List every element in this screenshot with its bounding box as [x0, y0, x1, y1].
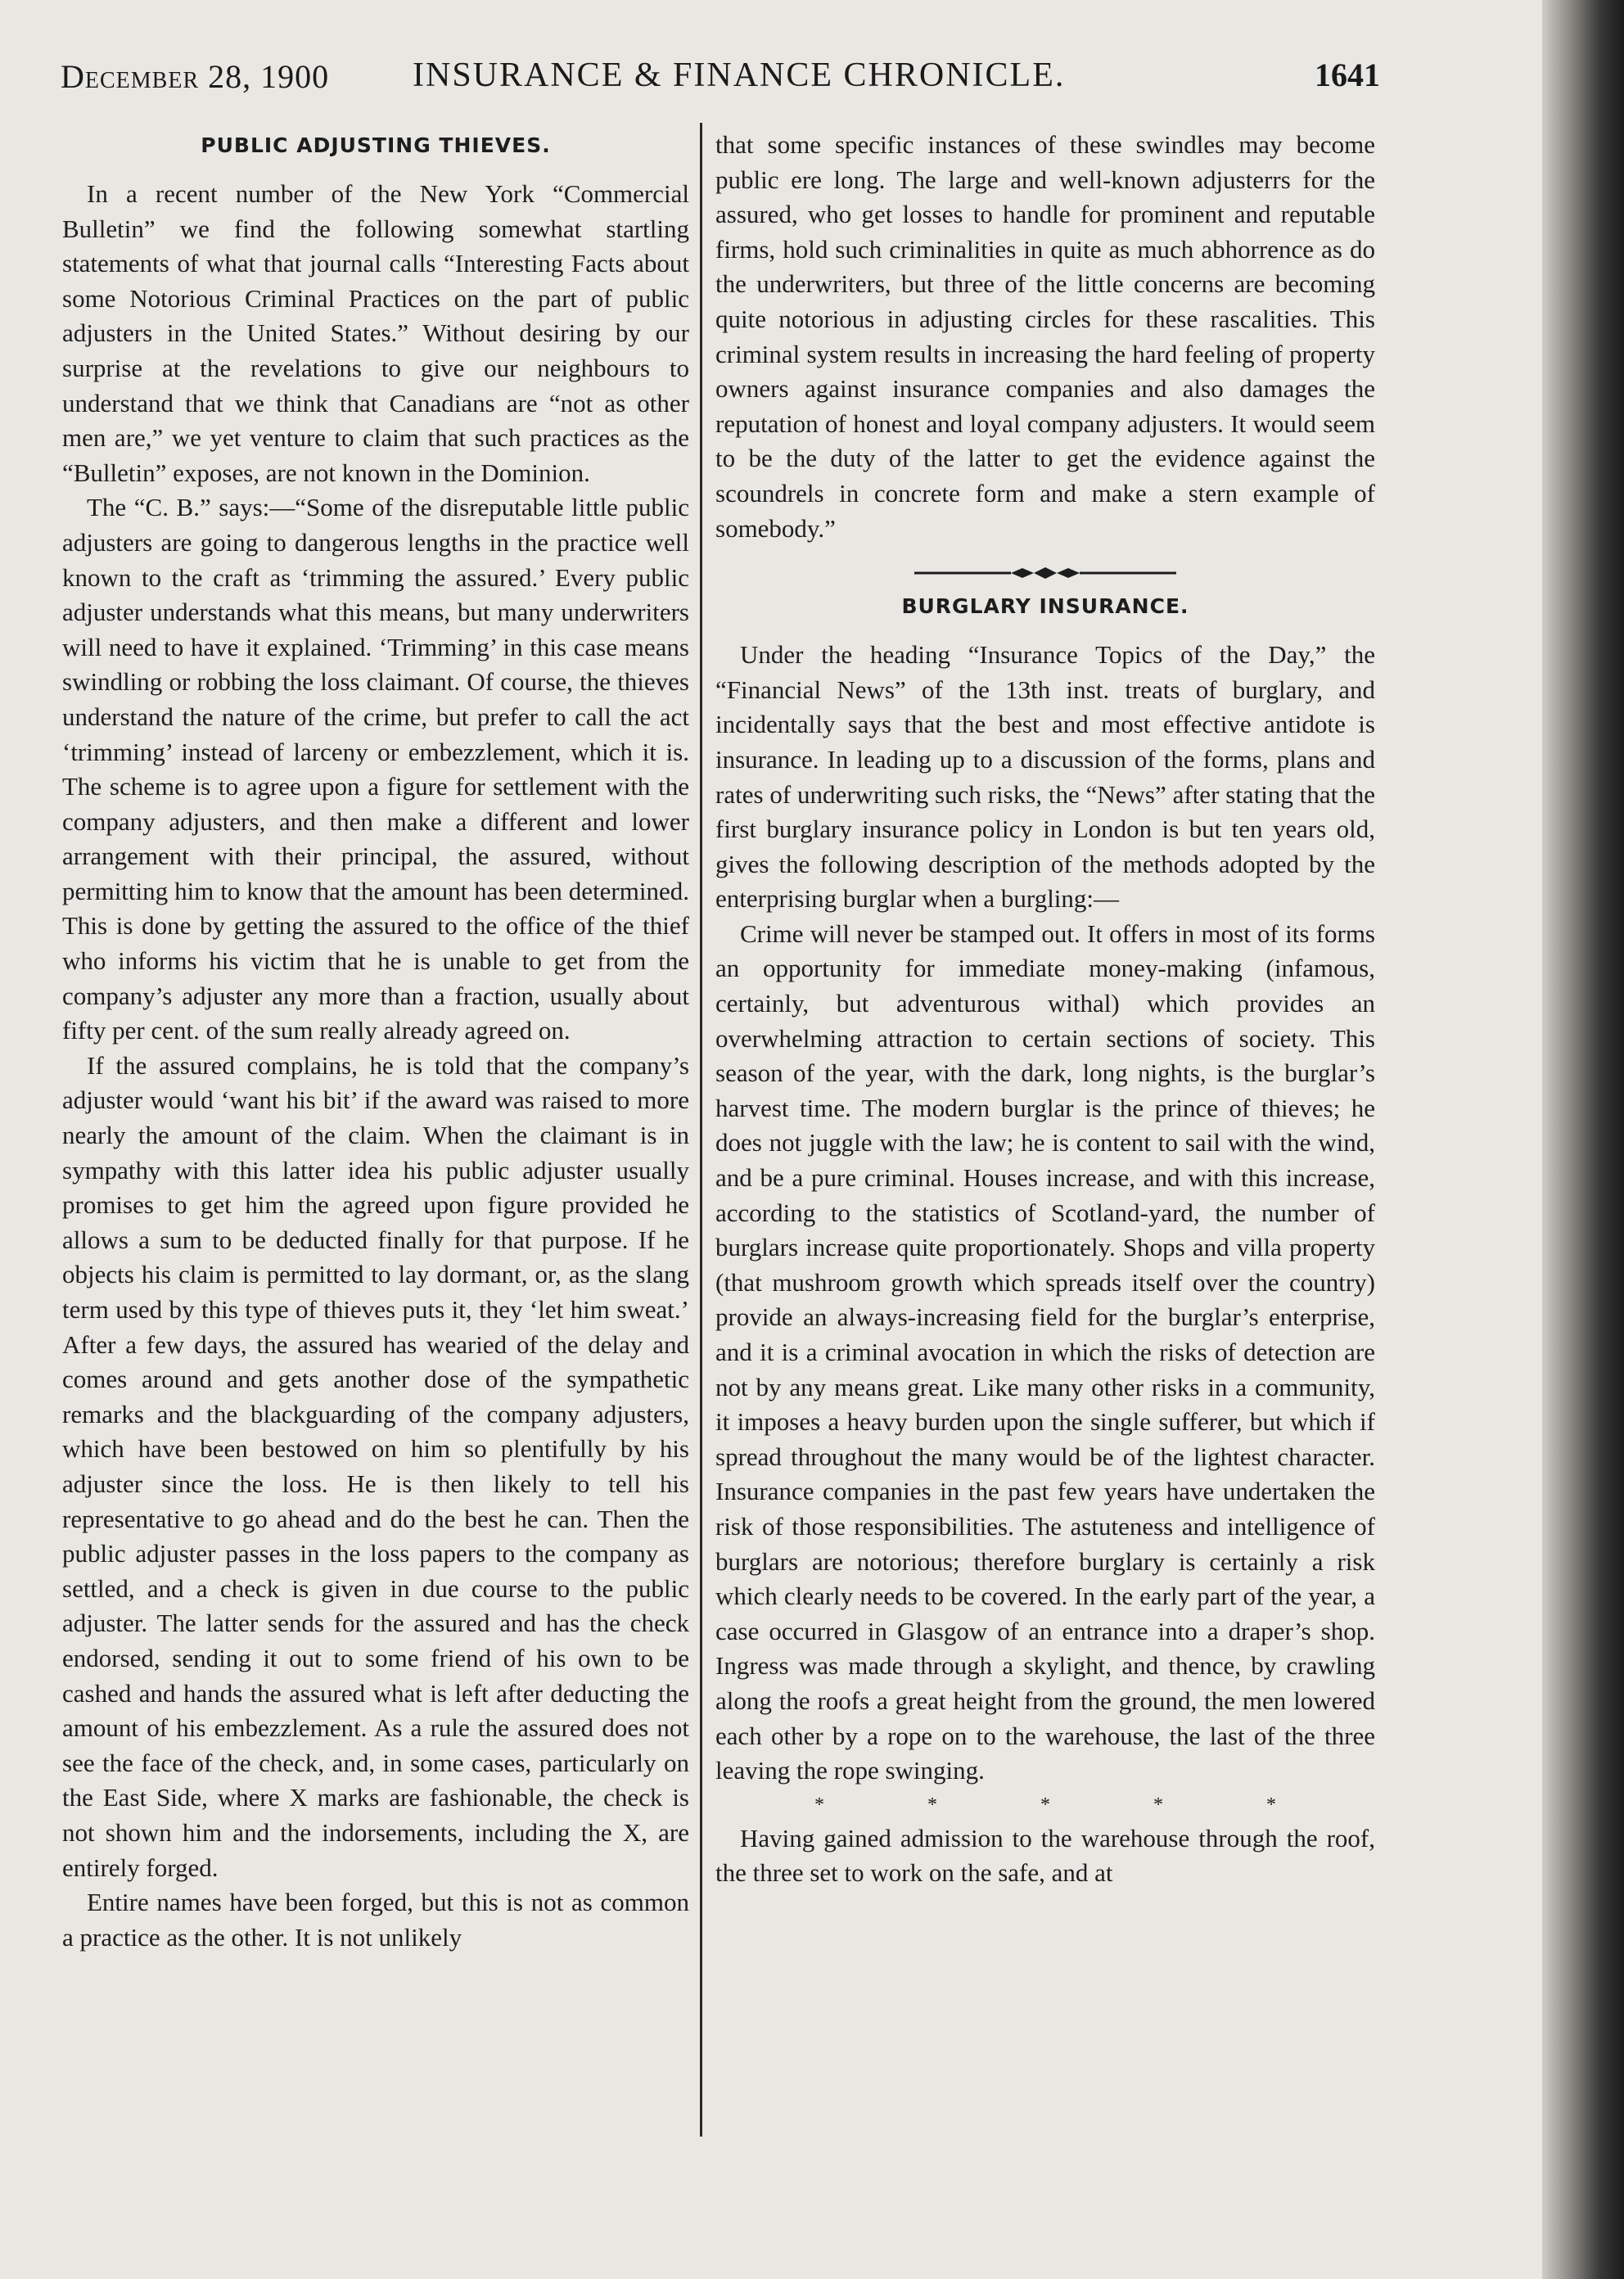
- article-heading-burglary-insurance: BURGLARY INSURANCE.: [901, 594, 1189, 619]
- article-paragraph: Entire names have been forged, but this is not as common a practice as the other. It is not unlikely: [62, 1888, 689, 1952]
- article-paragraph: The “C. B.” says:—“Some of the disreputable little public adjusters are going to dangerous lengths in the practice well known to the craft as ‘trimming the assured.’ Every public adjuster understands what this means, but many underwriters will need to have it explained. ‘Trimming’ in this case means swindling or robbing the loss claimant. Of course, the thieves understand the nature of the crime, but prefer to call the act ‘trimming’ instead of larceny or embezzlement, which it is. The scheme is to agree upon a figure for settlement with the company adjusters, and then make a different and lower arrangement with their principal, the assured, without permitting him to know that the amount has been determined. This is done by getting the assured to the office of the thief who informs his victim that he is unable to get from the company’s adjuster any more than a fraction, usually about fifty per cent. of the sum really already agreed on.: [62, 493, 689, 1045]
- issue-date: December 28, 1900: [61, 58, 330, 95]
- ornamental-divider: [914, 566, 1176, 580]
- article-paragraph: Crime will never be stamped out. It offers in most of its forms an opportunity for immediate money-making (infamous, certainly, but adventurous withal) which provides an overwhelming attraction to certain sections of society. This season of the year, with the dark, long nights, is the burglar’s harvest time. The modern burglar is the prince of thieves; he does not juggle with the law; he is content to sail with the wind, and be a pure criminal. Houses increase, and with this increase, according to the statistics of Scotland-yard, the number of burglars increase quite proportionately. Shops and villa property (that mushroom growth which spreads itself over the country) provide an always-increasing field for the burglar’s enterprise, and it is a criminal avocation in which the risks of detection are not by any means great. Like many other risks in a community, it imposes a heavy burden upon the single sufferer, but which if spread throughout the many would be of the lightest character. Insurance companies in the past few years have undertaken the risk of those responsibilities. The astuteness and intelligence of burglars are notorious; therefore burglary is certainly a risk which clearly needs to be covered. In the early part of the year, a case occurred in Glasgow of an entrance into a draper’s shop. Ingress was made through a skylight, and thence, by crawling along the roofs a great height from the ground, the men lowered each other by a rope on to the warehouse, the last of the three leaving the rope swinging.: [715, 918, 1375, 1785]
- article-paragraph: In a recent number of the New York “Commercial Bulletin” we find the following somewhat startling statements of what that journal calls “Interesting Facts about some Notorious Criminal Practices on the part of public adjusters in the United States.” Without desiring by our surprise at the revelations to give our neighbours to understand that we think that Canadians are “not as other men are,” we yet venture to claim that such practices as the “Bulletin” exposes, are not known in the Dominion.: [62, 179, 689, 487]
- article-paragraph: Having gained admission to the warehouse through the roof, the three set to work on the safe, and at: [715, 1823, 1375, 1888]
- article-paragraph: Under the heading “Insurance Topics of the Day,” the “Financial News” of the 13th inst. treats of burglary, and incidentally says that the best and most effective antidote is insurance. In leading up to a discussion of the forms, plans and rates of underwriting such risks, the “News” after stating that the first burglary insurance policy in London is but ten years old, gives the following description of the methods adopted by the enterprising burglar when a burgling:—: [715, 640, 1375, 914]
- article-heading-public-adjusting: PUBLIC ADJUSTING THIEVES.: [201, 133, 551, 157]
- section-separator-stars: * * * * *: [814, 1794, 1325, 1816]
- right-column: [715, 128, 1375, 1891]
- left-column: [62, 131, 689, 1955]
- column-rule: [700, 123, 702, 2137]
- article-continuation: that some specific instances of these swindles may become public ere long. The large and well-known adjusterrs for the assured, who get losses to handle for prominent and reputable firms, hold such criminalities in quite as much abhorrence as do the underwriters, but three of the little concerns are becoming quite notorious in adjusting circles for these rascalities. This criminal system results in increasing the hard feeling of property owners against insurance companies and also damages the reputation of honest and loyal company adjusters. It would seem to be the duty of the latter to get the evidence against the scoundrels in concrete form and make a stern example of somebody.”: [715, 130, 1375, 543]
- article-paragraph: If the assured complains, he is told that the company’s adjuster would ‘want his bit’ if the award was raised to more nearly the amount of the claim. When the claimant is in sympathy with this latter idea his public adjuster usually promises to get him the agreed upon figure provided he allows a sum to be deducted finally for that purpose. If he objects his claim is permitted to lay dormant, or, as the slang term used by this type of thieves puts it, they ‘let him sweat.’ After a few days, the assured has wearied of the delay and comes around and gets another dose of the sympathetic remarks and the blackguarding of the company adjusters, which have been bestowed on him so plentifully by his adjuster since the loss. He is then likely to tell his representative to go ahead and do the best he can. Then the public adjuster passes in the loss papers to the company as settled, and a check is given in due course to the public adjuster. The latter sends for the assured and has the check endorsed, sending it out to some friend of his own to be cashed and hands the assured what is left after deducting the amount of his embezzlement. As a rule the assured does not see the face of the check, and, in some cases, particularly on the East Side, where X marks are fashionable, the check is not shown him and the indorsements, including the X, are entirely forged.: [62, 1050, 689, 1882]
- publication-title: INSURANCE & FINANCE CHRONICLE.: [413, 56, 1066, 94]
- page-edge-shadow: [1542, 0, 1624, 2279]
- page-number: 1641: [1315, 56, 1380, 93]
- running-head: [61, 51, 1380, 100]
